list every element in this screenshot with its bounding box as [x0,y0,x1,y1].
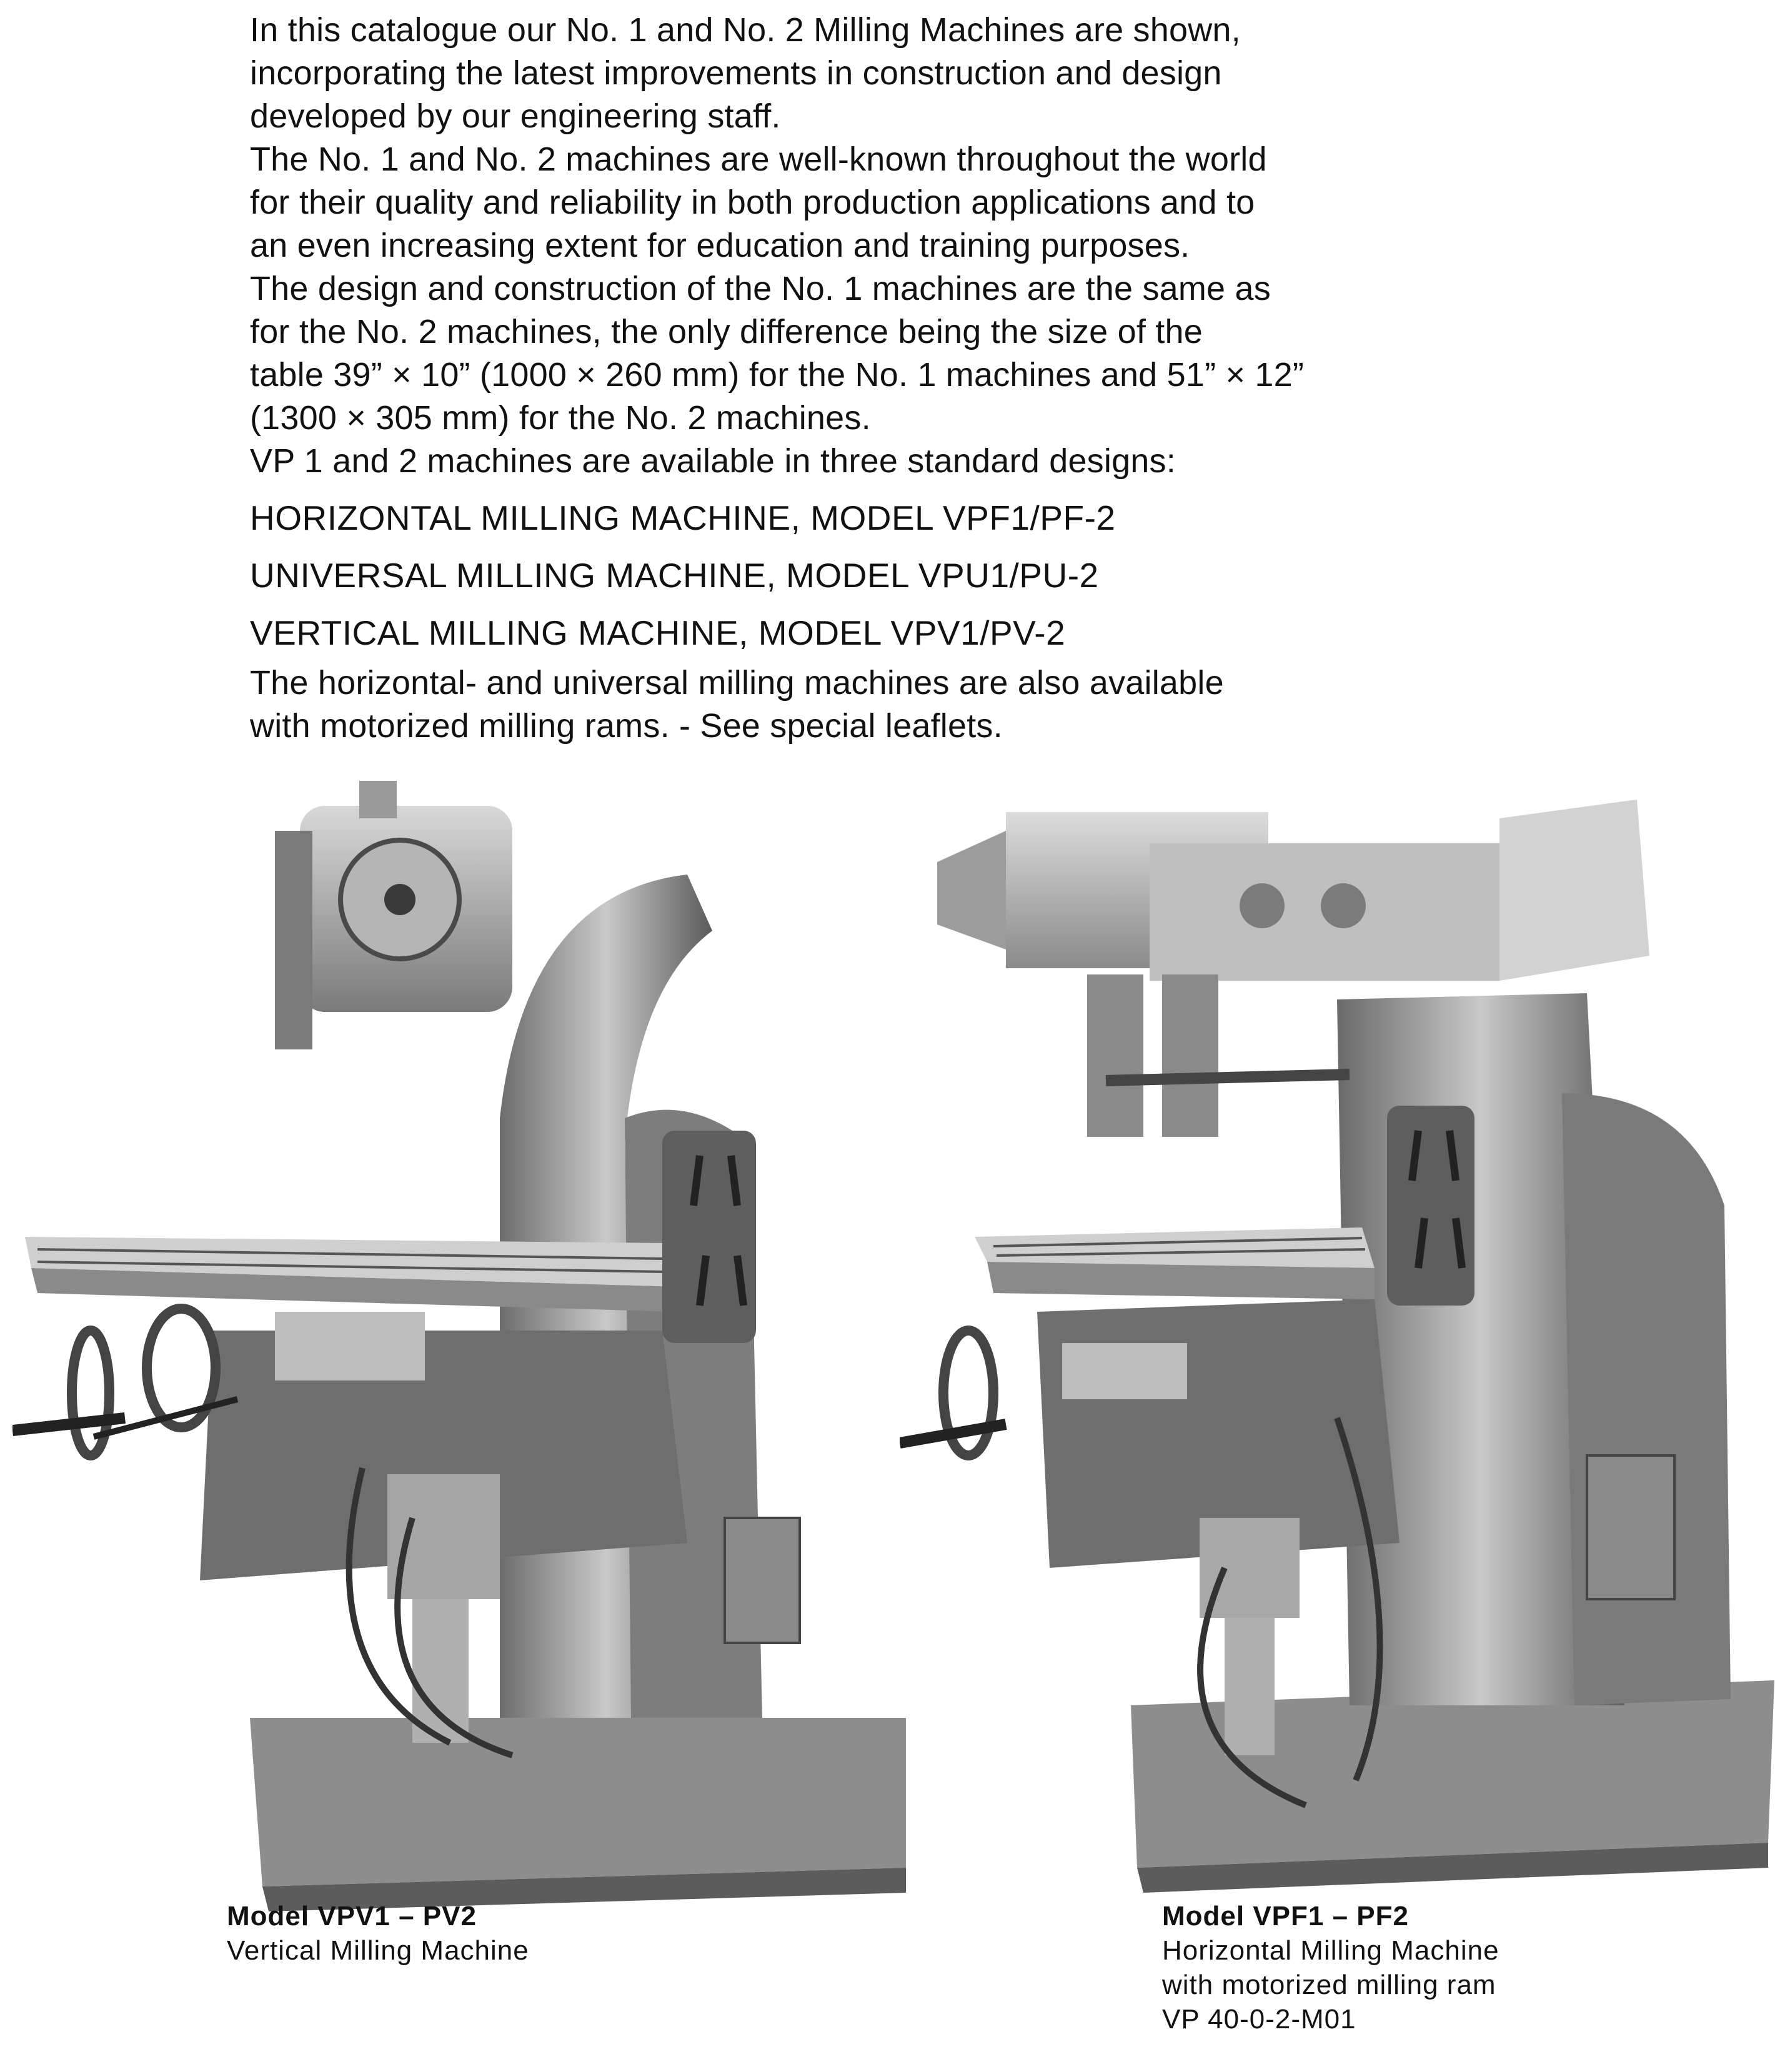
intro-line: VP 1 and 2 machines are available in three standard designs: [250,442,1176,480]
caption-right-desc: Horizontal Milling Machine [1162,1935,1499,1966]
caption-left-desc: Vertical Milling Machine [227,1935,529,1966]
horizontal-milling-machine-photo [900,768,1787,1911]
model-universal: UNIVERSAL MILLING MACHINE, MODEL VPU1/PU-2 [250,556,1099,595]
vertical-milling-machine-photo [12,768,906,1936]
model-horizontal: HORIZONTAL MILLING MACHINE, MODEL VPF1/PF-2 [250,498,1116,537]
outro-line: The horizontal- and universal milling machines are also available [250,664,1224,701]
intro-line: for the No. 2 machines, the only difference being the size of the [250,313,1203,350]
caption-right-desc: VP 40-0-2-M01 [1162,2004,1356,2035]
outro-line: with motorized milling rams. - See special leaflets. [250,707,1003,745]
intro-line: for their quality and reliability in both production applications and to [250,184,1255,221]
intro-line: incorporating the latest improvements in construction and design [250,54,1222,92]
intro-line: table 39” × 10” (1000 × 260 mm) for the No. 1 machines and 51” × 12” [250,356,1305,394]
intro-line: an even increasing extent for education and training purposes. [250,227,1190,264]
intro-line: The No. 1 and No. 2 machines are well-known throughout the world [250,141,1267,178]
intro-line: In this catalogue our No. 1 and No. 2 Milling Machines are shown, [250,11,1241,49]
intro-line: developed by our engineering staff. [250,97,781,135]
intro-text [250,9,1499,748]
caption-right [1162,1899,1499,2036]
model-list [250,489,1499,662]
caption-left [227,1899,529,1968]
caption-left-title: Model VPV1 – PV2 [227,1901,477,1931]
intro-line: The design and construction of the No. 1 machines are the same as [250,270,1271,307]
model-vertical: VERTICAL MILLING MACHINE, MODEL VPV1/PV-2 [250,613,1066,652]
intro-line: (1300 × 305 mm) for the No. 2 machines. [250,399,871,437]
caption-right-desc: with motorized milling ram [1162,1970,1496,2000]
caption-right-title: Model VPF1 – PF2 [1162,1901,1409,1931]
